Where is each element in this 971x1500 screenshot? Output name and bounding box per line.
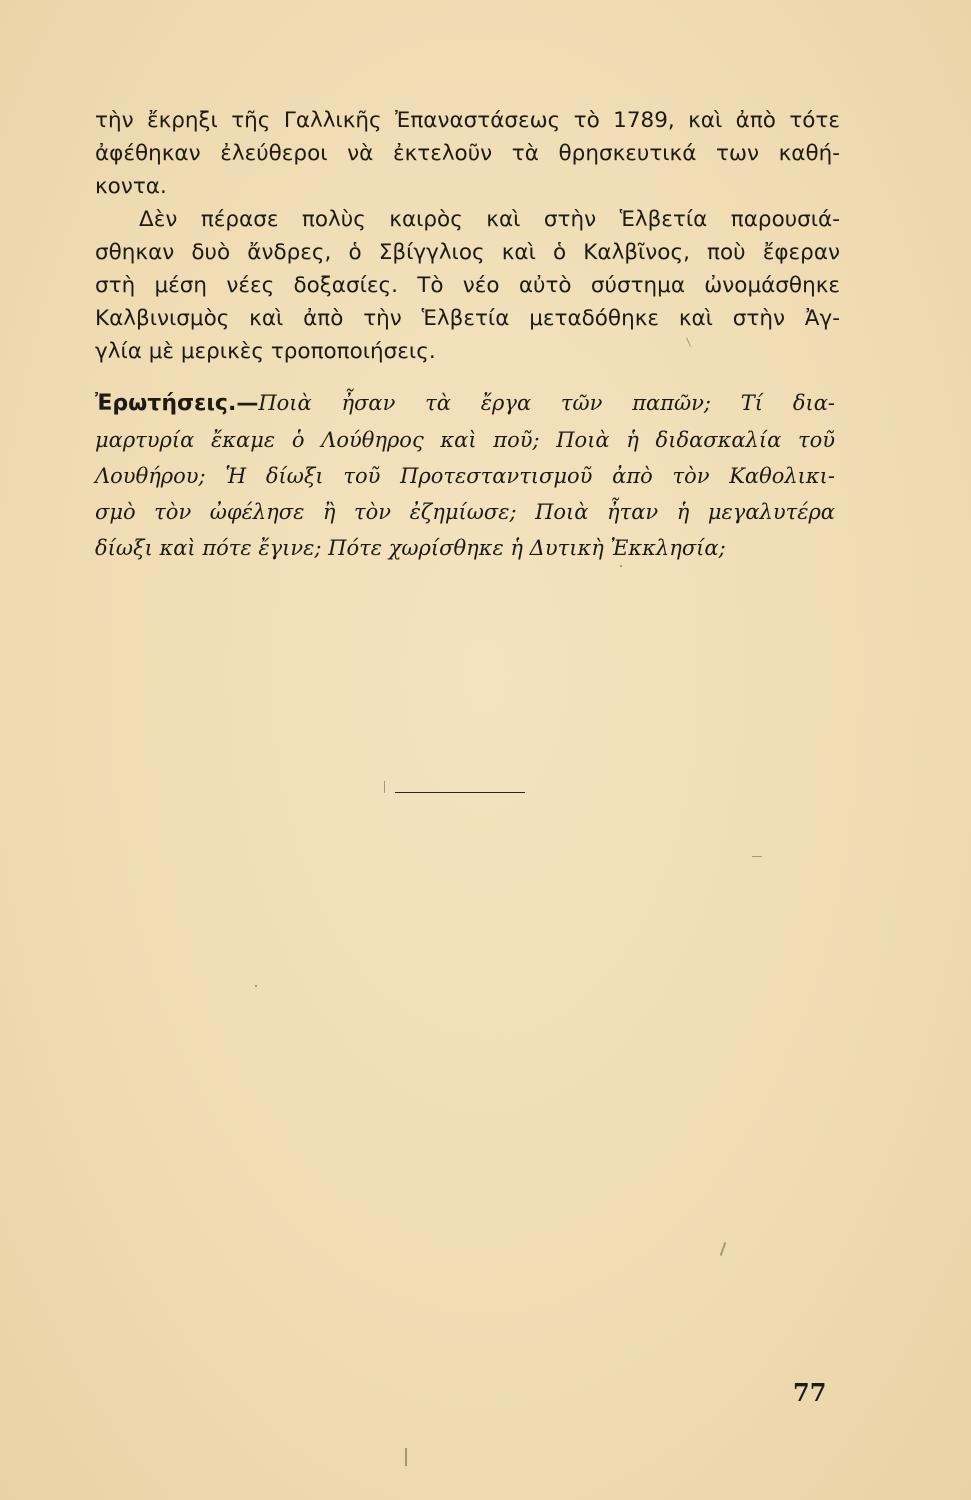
paragraph-1 — [95, 104, 840, 203]
question-text: μαρτυρία ἔκαμε ὁ Λούθηρος καὶ ποῦ; Ποιὰ ἡ διδασκαλία τοῦ — [95, 428, 835, 452]
text-line: στὴ μέση νέες δοξασίες. Τὸ νέο αὐτὸ σύστημα ὠνομάσθηκε — [95, 273, 840, 298]
paper-speck — [752, 856, 762, 857]
paper-speck — [620, 565, 622, 567]
body-text — [95, 104, 840, 368]
paragraph-2 — [95, 203, 840, 368]
text-line: Καλβινισμὸς καὶ ἀπὸ τὴν Ἑλβετία μεταδόθηκε καὶ στὴν Ἀγ- — [95, 306, 840, 331]
question-text: δίωξι καὶ πότε ἔγινε; Πότε χωρίσθηκε ἡ Δυτικὴ Ἐκκλησία; — [95, 536, 726, 560]
questions-section — [95, 385, 835, 566]
text-line: σθηκαν δυὸ ἄνδρες, ὁ Σβίγγλιος καὶ ὁ Καλβῖνος, ποὺ ἔφεραν — [95, 240, 840, 265]
text-line: κοντα. — [95, 174, 167, 199]
questions-heading: Ἐρωτήσεις.— — [95, 391, 259, 416]
paper-speck — [255, 985, 257, 987]
page-number: 77 — [793, 1378, 827, 1407]
question-text: σμὸ τὸν ὠφέλησε ἢ τὸν ἐζημίωσε; Ποιὰ ἦταν ἡ μεγαλυτέρα — [95, 500, 835, 524]
question-text: Λουθήρου; Ἡ δίωξι τοῦ Προτεσταντισμοῦ ἀπὸ τὸν Καθολικι- — [95, 464, 835, 488]
text-line: γλία μὲ μερικὲς τροποποιήσεις. — [95, 339, 436, 364]
questions-first-line — [95, 385, 835, 422]
text-line: Δὲν πέρασε πολὺς καιρὸς καὶ στὴν Ἑλβετία παρουσιά- — [139, 207, 840, 232]
paper-speck — [405, 1448, 407, 1466]
paper-speck — [384, 781, 385, 793]
paper-speck — [720, 1242, 727, 1256]
text-line: τὴν ἔκρηξι τῆς Γαλλικῆς Ἐπαναστάσεως τὸ 1789, καὶ ἀπὸ τότε — [95, 108, 840, 133]
section-divider — [395, 792, 525, 793]
question-text: Ποιὰ ἦσαν τὰ ἔργα τῶν παπῶν; Τί δια- — [258, 391, 835, 415]
text-line: ἀφέθηκαν ἐλεύθεροι νὰ ἐκτελοῦν τὰ θρησκευτικά των καθή- — [95, 141, 840, 166]
